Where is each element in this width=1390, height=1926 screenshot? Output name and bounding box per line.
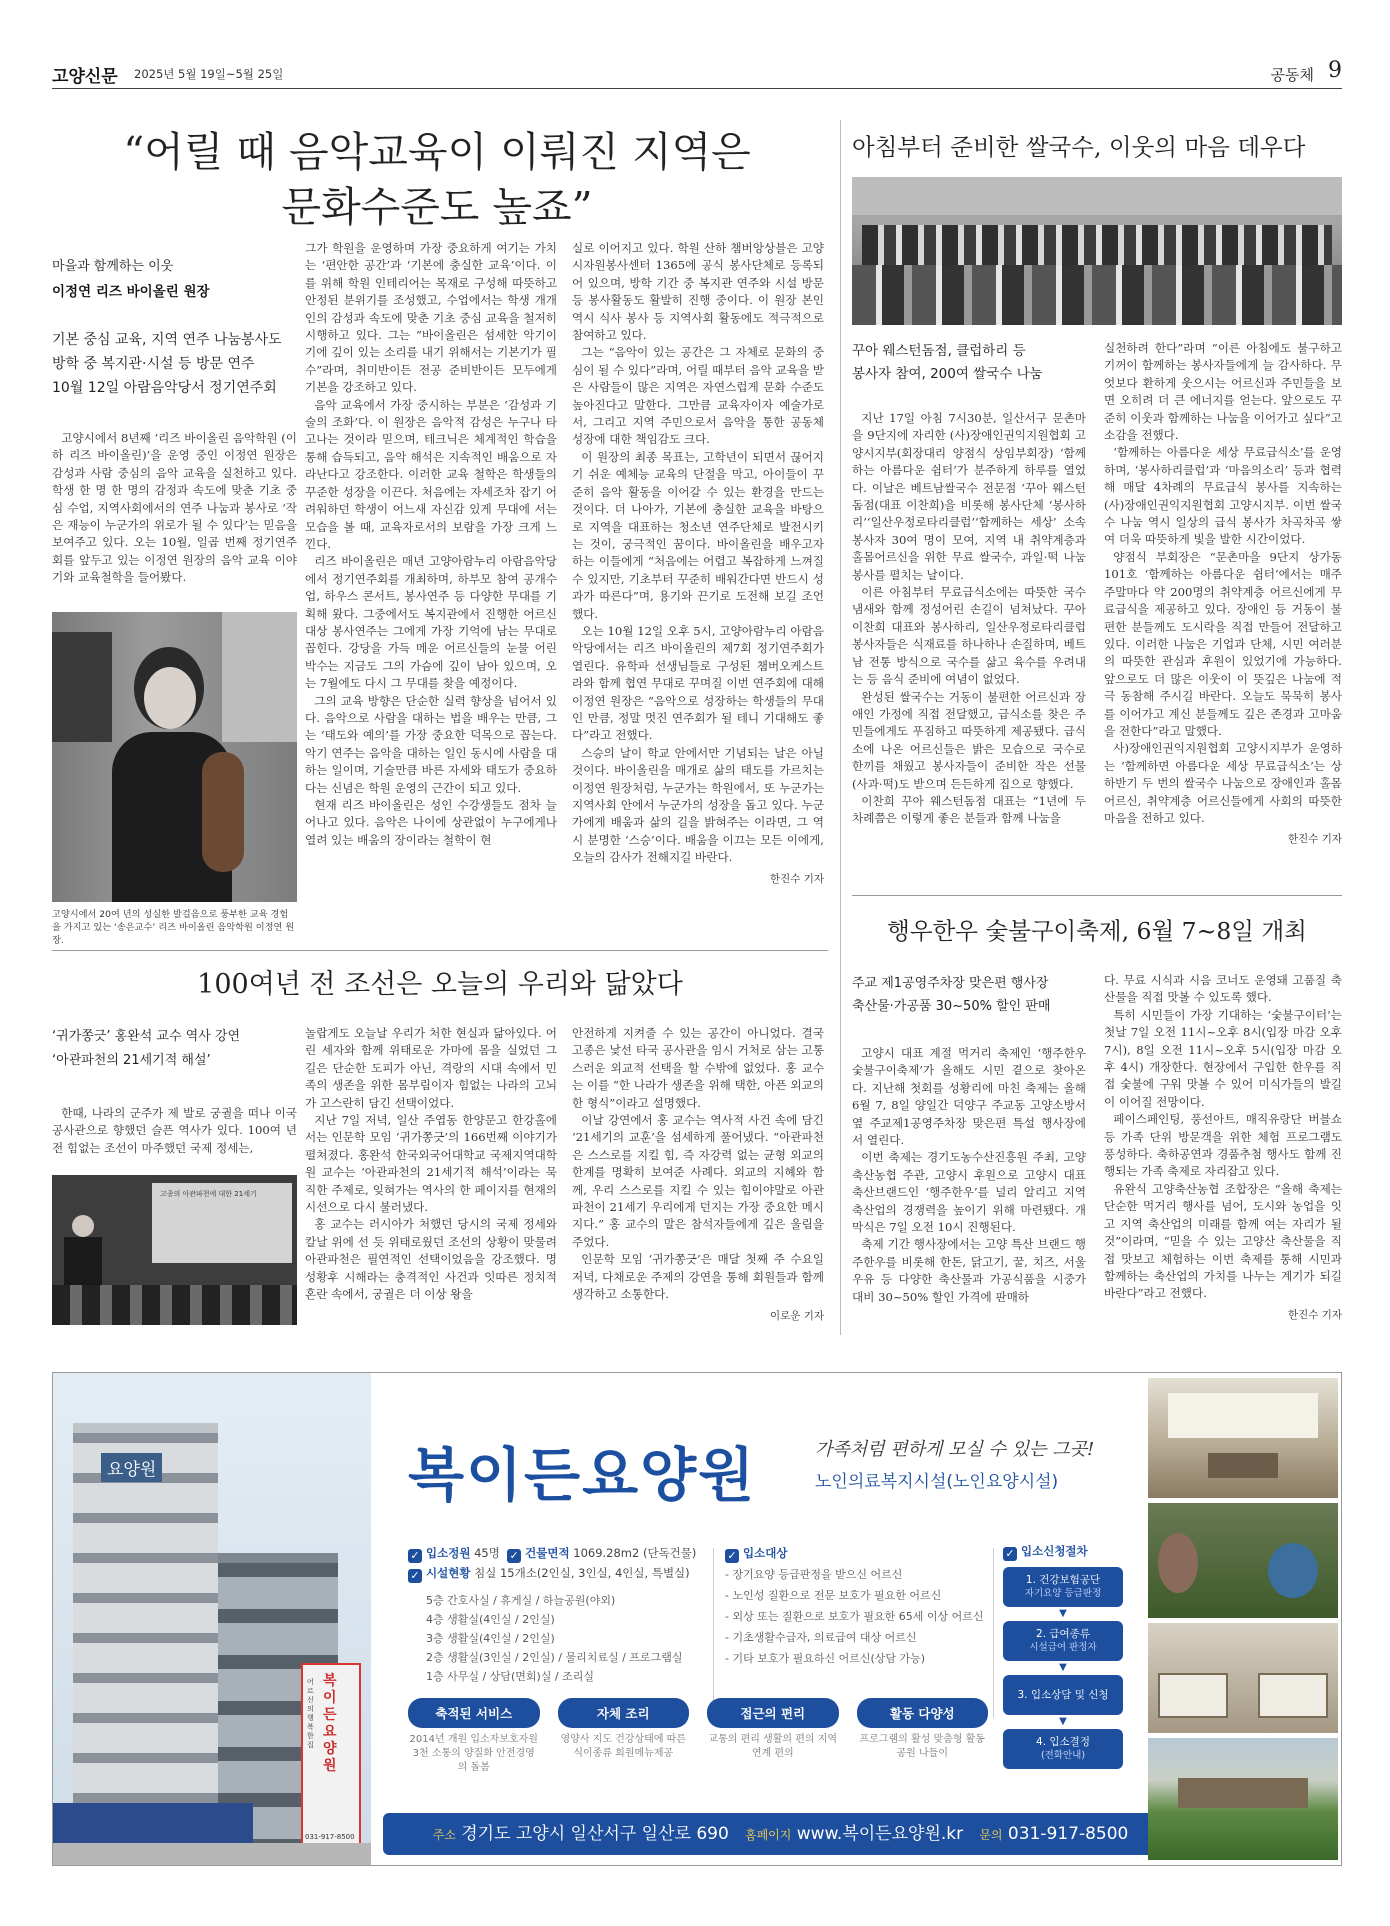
subhead-2: ‘아관파천의 21세기적 해설’ [52, 1053, 211, 1068]
paragraph: 지난 7일 저녁, 일산 주엽동 한양문고 한강홀에서는 인문학 모임 ‘귀가쫑긋’의 166번째 이야기가 펼쳐졌다. 홍완석 한국외국어대학교 국제지역대학원 교수는 ‘아관파천의 21세기적 해석’이라는 묵직한 주제로, 잊혀가는 역사의 한 페이지를 현재의 시선으로 다시 불러냈다. [305, 1113, 557, 1215]
subhead-1: 꾸아 웨스턴돔점, 클럽하리 등 [852, 343, 1026, 359]
homepage-link[interactable]: www.복이든요양원.kr [796, 1824, 964, 1844]
check-icon: ✓ [507, 1549, 521, 1563]
feature-item [558, 1698, 690, 1775]
paragraph: 실천하려 한다”라며 “이른 아침에도 불구하고 기꺼이 함께하는 봉사자들에게 늘 감사하다. 무엇보다 환하게 웃으시는 어르신과 주민들을 보면 오히려 더 큰 에너지를 얻는다. 앞으로도 꾸준히 이웃과 함께하는 나눔을 이어가고 싶다”고 소감을 전했다. [1104, 341, 1342, 443]
article-hanwoo-title: 행우한우 숯불구이축제, 6월 7~8일 개최 [887, 917, 1307, 945]
ad-slogan: 가족처럼 편하게 모실 수 있는 그곳! [815, 1439, 1095, 1460]
subhead-3: 10월 12일 아람음악당서 정기연주회 [52, 380, 277, 396]
paragraph: 이른 아침부터 무료급식소에는 따뜻한 국수 냄새와 함께 정성어린 손길이 넘쳐났다. 꾸아 이찬희 대표와 봉사하리, 일산우정로타리클럽 봉사자들은 식재료를 하나하나 손질하며, 베트남 전통 방식으로 국수를 삶고 육수를 우려내는 등 음식 준비에 여념이 없었다. [852, 585, 1086, 687]
hanwoo-column-2 [1104, 972, 1342, 1322]
violinist-photo [52, 612, 297, 902]
history-column-1 [52, 1105, 297, 1157]
phone-number[interactable]: 031-917-8500 [1007, 1824, 1129, 1844]
building-photo [53, 1373, 371, 1865]
subhead-1: ‘귀가쫑긋’ 홍완석 교수 역사 강연 [52, 1029, 241, 1044]
byline: 한진수 기자 [769, 872, 824, 885]
history-column-2 [305, 1025, 557, 1304]
check-icon: ✓ [408, 1569, 422, 1583]
check-icon: ✓ [408, 1549, 422, 1563]
article-noodle-title: 아침부터 준비한 쌀국수, 이웃의 마음 데우다 [852, 133, 1306, 161]
feature-desc: 교통의 편리 생활의 편의 지역연계 편의 [708, 1734, 838, 1759]
target-item: - 기초생활수급자, 의료급여 대상 어르신 [725, 1631, 917, 1644]
ad-procedure-block [1003, 1543, 1123, 1769]
feature-desc: 2014년 개원 입소자보호자원 3천 소통의 양질화 안전경영의 돌봄 [409, 1734, 538, 1773]
music-lead [52, 430, 297, 587]
facility-label: 시설현황 [426, 1566, 471, 1580]
history-column-3 [572, 1025, 824, 1323]
article-history-title: 100여년 전 조선은 오늘의 우리와 닮았다 [197, 969, 683, 1000]
chevron-down-icon: ▼ [1059, 1716, 1067, 1727]
paragraph: 양점식 부회장은 “문촌마을 9단지 상가동 101호 ‘함께하는 아름다운 쉼터’에서는 매주 주말마다 약 200명의 취약계층 어르신에게 무료급식을 제공하고 있다. 장애인 등 거동이 불편한 분들께도 도시락을 직접 만들어 전달하고 있다. 이러한 나눔은 기업과 단체, 시민 여러분의 따뜻한 관심과 후원이 있었기에 가능하다. 앞으로도 더 많은 이웃이 이 뜻깊은 나눔에 적극 동참해 주시길 바란다. 오늘도 묵묵히 봉사를 이어가고 계신 분들께도 깊은 존경과 고마움을 전한다”라고 말했다. [1104, 549, 1342, 738]
paragraph: 그가 학원을 운영하며 가장 중요하게 여기는 가치는 ‘편안한 공간’과 ‘기본에 충실한 교육’이다. 이를 위해 학원 인테리어는 목재로 구성해 따뜻하고 안정된 분위기를 조성했고, 수업에서는 학생 개개인의 감성과 속도에 맞춘 기초 중심 교육을 철저히 시행하고 있다. 그는 “바이올린은 섬세한 악기이기에 깊이 있는 소리를 내기 위해서는 기본기가 필수”라며, 취미반이든 전공 준비반이든 모두에게 기본을 강조하고 있다. [305, 241, 557, 395]
paragraph: 이번 축제는 경기도농수산진흥원 주최, 고양축산농협 주관, 고양시 후원으로 고양시 대표 축산브랜드인 ‘행주한우’를 널리 알리고 지역 축산업의 경쟁력을 높이기 위해 마련됐다. 개막식은 7일 오전 10시 진행된다. [852, 1150, 1086, 1235]
paragraph: ‘함께하는 아름다운 세상 무료급식소’를 운영하며, ‘봉사하리클럽’과 ‘마음의소리’ 등과 협력해 매달 4차례의 무료급식 봉사를 지속하는 (사)장애인권익지원협회 고양시지부. 이번 쌀국수 나눔 역시 일상의 급식 봉사가 차곡차곡 쌓여 더욱 따뜻하게 빛을 발한 시간이었다. [1104, 445, 1342, 547]
paragraph: 다. 무료 시식과 시음 코너도 운영돼 고품질 축산물을 직접 맛볼 수 있도록 했다. [1104, 973, 1342, 1005]
paragraph: 이찬희 꾸아 웨스턴돔점 대표는 “1년에 두 차례쯤은 이렇게 좋은 분들과 함께 나눔을 [852, 793, 1086, 826]
history-subheads [52, 1025, 297, 1073]
feature-item [408, 1698, 540, 1775]
floor-item: 5층 간호사실 / 휴게실 / 하늘공원(야외) [426, 1594, 616, 1607]
article-music-title [52, 125, 822, 235]
interior-photo-garden [1148, 1503, 1338, 1618]
subhead-2: 축산물·가공품 30~50% 할인 판매 [852, 999, 1051, 1014]
paragraph: 그의 교육 방향은 단순한 실력 향상을 넘어서 있다. 음악으로 사람을 대하는 법을 배우는 만큼, 그는 ‘태도와 예의’를 가장 중요한 덕목으로 꼽는다. 악기 연주는 음악을 대하는 일인 동시에 사람을 대하는 일이며, 기술만큼 바른 자세와 태도가 중요하다는 신념은 학원 운영의 근간이 되고 있다. [305, 693, 557, 795]
paragraph: 축제 기간 행사장에서는 고양 특산 브랜드 행주한우를 비롯해 한돈, 닭고기, 꿀, 치즈, 서울우유 등 다양한 축산물과 가공식품을 시중가 대비 30~50% 할인 가격에 판매하 [852, 1237, 1086, 1304]
ad-title: 복이든요양원 [408, 1441, 757, 1509]
music-column-3 [572, 240, 824, 886]
paragraph: 사)장애인권익지원협회 고양시지부가 운영하는 ‘함께하면 아름다운 세상 무료급식소’는 상하반기 두 번의 쌀국수 나눔으로 장애인과 홀몸어르신, 취약계층 어르신들에게 사회의 따뜻한 마음을 전하고 있다. [1104, 741, 1342, 825]
ad-contact-bar [383, 1813, 1178, 1855]
paragraph: 현재 리즈 바이올린은 성인 수강생들도 점차 늘어나고 있다. 음악은 나이에 상관없이 누구에게나 열려 있는 배움의 장이라는 철학이 현 [305, 798, 557, 847]
interior-photo-bedroom [1148, 1623, 1338, 1733]
address-label: 주소 [432, 1828, 456, 1842]
feature-title: 접근의 편리 [707, 1698, 839, 1728]
paragraph: 홍 교수는 러시아가 처했던 당시의 국제 정세와 칼날 위에 선 듯 위태로웠던 조선의 상황이 맞물려 아관파천은 필연적인 선택이었음을 강조했다. 명성황후 시해라는 충격적인 사건과 잇따른 정치적 혼란 속에서, 궁궐은 더 이상 왕을 [305, 1217, 557, 1302]
paragraph: 그는 “음악이 있는 공간은 그 자체로 문화의 중심이 될 수 있다”라며, 어릴 때부터 음악 교육을 받은 사람들이 많은 지역은 자연스럽게 문화 수준도 높아진다고 말한다. 그만큼 교육자이자 예술가로서, 그리고 지역 주민으로서 음악을 통한 공동체 성장에 대한 책임감도 크다. [572, 345, 824, 447]
headline-line-2: 문화수준도 높죠” [281, 183, 593, 231]
procedure-step: 1. 건강보험공단 자기요양 등급판정 [1003, 1567, 1123, 1607]
noodle-column-2 [1104, 340, 1342, 846]
building-sign-top: 요양원 [101, 1453, 162, 1482]
headline-line-1: “어릴 때 음악교육이 이뤄진 지역은 [123, 128, 751, 176]
interior-photo-lounge [1148, 1378, 1338, 1498]
floor-item: 2층 생활실(3인실 / 2인실) / 물리치료실 / 프로그램실 [426, 1651, 683, 1664]
slide-text: 고종의 아관파천에 대한 21세기 [160, 1190, 257, 1198]
page-number: 9 [1328, 58, 1342, 83]
feature-title: 자체 조리 [558, 1698, 690, 1728]
target-label: 입소대상 [743, 1546, 788, 1560]
photo-caption: 고양시에서 20여 년의 성실한 발걸음으로 풍부한 교육 경험을 가지고 있는 ‘송은교수’ 리즈 바이올린 음악학원 이정연 원장. [52, 909, 295, 946]
area-value: 1069.28m2 (단독건물) [573, 1546, 697, 1560]
capacity-value: 45명 [474, 1546, 500, 1560]
paragraph: 음악 교육에서 가장 중시하는 부분은 ‘감성과 기술의 조화’다. 이 원장은 음악적 감성은 누구나 타고나는 것이라 믿으며, 테크닉은 체계적인 학습을 통해 습득되고, 음악 해석은 지속적인 배움으로 자라난다고 강조한다. 이러한 교육 철학은 학생들의 꾸준한 성장을 이끈다. 처음에는 자세조차 잡기 어려워하던 학생이 어느새 자신감 있게 무대에 서는 모습을 볼 때, 교육자로서의 보람을 가장 크게 느낀다. [305, 397, 557, 551]
target-item: - 외상 또는 질환으로 보호가 필요한 65세 이상 어르신 [725, 1610, 984, 1623]
paper-name: 고양신문 [52, 67, 118, 87]
floor-item: 1층 사무실 / 상담(면회)실 / 조리실 [426, 1670, 594, 1683]
chevron-down-icon: ▼ [1059, 1662, 1067, 1673]
byline: 한진수 기자 [1287, 833, 1342, 846]
lead-paragraph: 고양시에서 8년째 ‘리즈 바이올린 음악학원 (이하 리즈 바이올린)’을 운영 중인 이정연 원장은 감성과 사람 중심의 음악 교육을 실천하고 있다. 학생 한 명 한 명의 감정과 속도에 맞춘 기초 중심 수업, 지역사회에서의 연주 나눔과 봉사로 ‘작은 재능이 누군가의 위로가 될 수 있다’는 믿음을 보여주고 있다. 오는 10월, 일곱 번째 정기연주회를 앞두고 있는 이정연 원장의 음악 교육 이야기와 교육철학을 들어봤다. [52, 431, 297, 585]
building-sign-vertical: 복이든요양원 [323, 1673, 337, 1774]
address: 경기도 고양시 일산서구 일산로 690 [461, 1824, 729, 1844]
paragraph: 특히 시민들이 가장 기대하는 ‘숯불구이터’는 첫날 7일 오전 11시~오후 8시(입장 마감 오후 7시), 8일 오전 11시~오후 5시(입장 마감 오후 4시) 개장한다. 현장에서 구입한 한우를 직접 숯불에 구워 맛볼 수 있어 미식가들의 발길이 이어질 전망이다. [1104, 1007, 1342, 1109]
noodle-subheads [852, 340, 1097, 386]
paragraph: 오는 10월 12일 오후 5시, 고양아람누리 아람음악당에서는 리즈 바이올린의 제7회 정기연주회가 열린다. 유학파 선생님들로 구성된 챔버오케스트라와 함께 협연 무대로 꾸며질 이번 연주회에 대해 이정연 원장은 “음악으로 성장하는 학생들의 무대인 만큼, 정말 멋진 연주회가 될 테니 기대해도 좋다”라고 전했다. [572, 623, 824, 743]
ad-target-block [725, 1543, 995, 1669]
capacity-label: 입소정원 [426, 1546, 471, 1560]
ad-facility-type: 노인의료복지시설(노인요양시설) [815, 1472, 1059, 1492]
procedure-step: 3. 입소상담 및 신청 [1003, 1675, 1123, 1715]
feature-item [707, 1698, 839, 1775]
building-sign-slogan: 어르신의 행복한 집 [307, 1678, 314, 1749]
procedure-label: 입소신청절차 [1021, 1544, 1088, 1558]
music-subheads [52, 328, 297, 400]
noodle-column-1 [852, 410, 1086, 828]
check-icon: ✓ [1003, 1547, 1017, 1561]
subhead-1: 주교 제1공영주차장 맞은편 행사장 [852, 976, 1049, 991]
chevron-down-icon: ▼ [1059, 1608, 1067, 1619]
music-kicker-block [52, 255, 292, 300]
paragraph: 스승의 날이 학교 안에서만 기념되는 날은 아닐 것이다. 바이올린을 매개로 삶의 태도를 가르치는 이정연 원장처럼, 누군가는 학원에서, 또 누군가는 지역사회 안에서 누군가의 성장을 돕고 있다. 누군가에게 배움과 삶의 길을 밝혀주는 이라면, 그 역시 분명한 ‘스승’이다. 배움을 이끄는 모든 이에게, 오늘의 감사가 전해지길 바란다. [572, 745, 824, 865]
paragraph: 한때, 나라의 군주가 제 발로 궁궐을 떠나 이국 공사관으로 향했던 슬픈 역사가 있다. 100여 년 전 힘없는 조선이 마주했던 국제 정세는, [52, 1106, 297, 1155]
subhead-2: 방학 중 복지관·시설 등 방문 연주 [52, 356, 255, 372]
paragraph: 지난 17일 아침 7시30분, 일산서구 문촌마을 9단지에 자리한 (사)장애인권익지원협회 고양시지부(회장대리 양점식 상임부회장) ‘함께하는 아름다운 쉼터’가 분주하게 하루를 열었다. 이날은 베트남쌀국수 전문점 ‘꾸아 웨스턴돔점(대표 이찬희)을 비롯해 봉사단체 ‘봉사하리’‘일산우정로타리클럽’‘함께하는 세상’ 소속 봉사자 30여 명이 모여, 지역 내 취약계층과 홀몸어르신을 위한 무료 쌀국수, 과일·떡 나눔 봉사를 펼치는 날이다. [852, 411, 1086, 582]
interviewee-name: 이정연 리즈 바이올린 원장 [52, 284, 210, 300]
paragraph: 완성된 쌀국수는 거동이 불편한 어르신과 장애인 가정에 직접 전달했고, 급식소를 찾은 주민들에게도 푸짐하고 따뜻하게 제공됐다. 급식소에 나온 어르신들은 밝은 모습으로 국수로 한끼를 채웠고 봉사자들이 준비한 작은 선물(사과·떡)도 받으며 든든하게 집으로 향했다. [852, 689, 1086, 791]
check-icon: ✓ [725, 1549, 739, 1563]
subhead-2: 봉사자 참여, 200여 쌀국수 나눔 [852, 366, 1043, 382]
floor-item: 4층 생활실(4인실 / 2인실) [426, 1613, 555, 1626]
target-item: - 장기요양 등급판정을 받으신 어르신 [725, 1568, 903, 1581]
paragraph: 고양시 대표 계절 먹거리 축제인 ‘행주한우 숯불구이축제’가 올해도 시민 곁으로 찾아온다. 지난해 첫회를 성황리에 마친 축제는 올해 6월 7, 8일 양일간 덕양구 주교동 고양소방서 옆 주교제1공영주차장 맞은편 특설 행사장에서 열린다. [852, 1046, 1086, 1148]
volunteers-group-photo [852, 177, 1342, 325]
page-header [52, 58, 1342, 88]
paragraph: 놀랍게도 오늘날 우리가 처한 현실과 닮아있다. 어린 세자와 함께 위태로운 가마에 몸을 실었던 그 길은 단순한 도피가 아닌, 격랑의 시대 속에서 민족의 생존을 위한 몸부림이자 힘없는 나라의 고뇌가 고스란히 담긴 선택이었다. [305, 1026, 557, 1110]
issue-date: 2025년 5월 19일~5월 25일 [134, 67, 284, 81]
area-label: 건물면적 [525, 1546, 570, 1560]
subhead-1: 기본 중심 교육, 지역 연주 나눔봉사도 [52, 332, 282, 348]
homepage-label: 홈페이지 [745, 1828, 792, 1842]
floor-item: 3층 생활실(4인실 / 2인실) [426, 1632, 555, 1645]
feature-title: 축적된 서비스 [408, 1698, 540, 1728]
target-item: - 기타 보호가 필요하신 어르신(상담 가능) [725, 1652, 926, 1665]
phone-label: 문의 [979, 1828, 1003, 1842]
lecture-photo [52, 1175, 297, 1325]
kicker: 마을과 함께하는 이웃 [52, 259, 174, 274]
target-item: - 노인성 질환으로 전문 보호가 필요한 어르신 [725, 1589, 942, 1602]
music-column-2 [305, 240, 557, 849]
ad-capacity-block [408, 1543, 728, 1686]
byline: 이로운 기자 [769, 1309, 824, 1322]
feature-title: 활동 다양성 [857, 1698, 989, 1728]
paragraph: 리즈 바이올린은 매년 고양아람누리 아람음악당에서 정기연주회를 개최하며, 하부모 참여 공개수업, 하우스 콘서트, 봉사연주 등 다양한 무대를 기획해 왔다. 그중에서도 복지관에서 진행한 어르신 대상 봉사연주는 그에게 가장 기억에 남는 무대로 꼽힌다. 강당을 가득 메운 어르신들의 눈물 어린 박수는 지금도 그의 가슴에 깊이 남아 있으며, 오는 7월에도 다시 그 무대를 찾을 예정이다. [305, 554, 557, 691]
section-name: 공동체 [1270, 66, 1314, 84]
paragraph: 페이스페인팅, 풍선아트, 매직유랑단 버블쇼 등 가족 단위 방문객을 위한 체험 프로그램도 풍성하다. 축하공연과 경품추첨 행사도 함께 진행되는 가족 축제로 자리잡고 있다. [1104, 1112, 1342, 1179]
building-sign-phone: 031-917-8500 [305, 1833, 355, 1841]
paragraph: 이날 강연에서 홍 교수는 역사적 사건 속에 담긴 ‘21세기의 교훈’을 섬세하게 풀어냈다. “아관파천은 스스로를 지킬 힘, 즉 자강력 없는 균형 외교의 한계를 명확히 보여준 사례다. 외교의 지혜와 함께, 우리 스스로를 지킬 수 있는 힘이야말로 아관파천이 21세기 우리에게 던지는 가장 중요한 메시지다.” 홍 교수의 말은 참석자들에게 깊은 울림을 주었다. [572, 1113, 824, 1249]
feature-desc: 프로그램의 활성 맞춤형 활동 공원 나들이 [859, 1734, 985, 1759]
procedure-step: 4. 입소결정 (전화안내) [1003, 1729, 1123, 1769]
paragraph: 실로 이어지고 있다. 학원 산하 챔버앙상블은 고양시자원봉사센터 1365에 공식 봉사단체로 등록되어 있으며, 방학 기간 중 복지관 연주와 시설 방문 등 봉사활동도 활발히 진행 중이다. 이 원장 본인 역시 식사 봉사 등 지역사회 활동에도 적극적으로 참여하고 있다. [572, 241, 824, 343]
paragraph: 유완식 고양축산농협 조합장은 “올해 축제는 단순한 먹거리 행사를 넘어, 도시와 농업을 잇고 지역 축산업의 미래를 함께 여는 자리가 될 것”이라며, “믿을 수 있는 고양산 축산물을 직접 맛보고 체험하는 이번 축제를 통해 시민과 함께하는 축산업의 가치를 나누는 계기가 되길 바란다”라고 전했다. [1104, 1181, 1342, 1301]
procedure-step: 2. 급여종류 시설급여 판정자 [1003, 1621, 1123, 1661]
facility-value: 침실 15개소(2인실, 3인실, 4인실, 특별실) [474, 1566, 690, 1580]
feature-item [857, 1698, 989, 1775]
hanwoo-column-1 [852, 1045, 1086, 1306]
hanwoo-subheads [852, 972, 1097, 1018]
ad-nursing-home [52, 1372, 1342, 1866]
paragraph: 인문학 모임 ‘귀가쫑긋’은 매달 첫째 주 수요일 저녁, 다채로운 주제의 강연을 통해 회원들과 함께 생각하고 소통한다. [572, 1252, 824, 1302]
feature-desc: 영양사 지도 건강상태에 따른 식이종류 회원메뉴제공 [560, 1734, 686, 1759]
byline: 한진수 기자 [1287, 1308, 1342, 1321]
paragraph: 이 원장의 최종 목표는, 고학년이 되면서 끊어지기 쉬운 예체능 교육의 단절을 막고, 아이들이 꾸준히 음악 활동을 이어갈 수 있는 환경을 만드는 것이다. 더 나아가, 기본에 충실한 교육을 바탕으로 지역을 대표하는 청소년 연주단체로 발전시키는 것이, 궁극적인 꿈이다. 바이올린을 배우고자 하는 이들에게 “처음에는 어렵고 복잡하게 느껴질 수 있지만, 기초부터 꾸준히 배워간다면 반드시 성과가 따른다”며, 용기와 끈기로 도전해 보길 조언했다. [572, 449, 824, 621]
paragraph: 안전하게 지켜줄 수 있는 공간이 아니었다. 결국 고종은 낯선 타국 공사관을 임시 거처로 삼는 고통스러운 외교적 선택을 할 수밖에 없었다. 홍 교수는 이를 “한 나라가 생존을 위해 택한, 아픈 외교의 한 형식”이라고 설명했다. [572, 1026, 824, 1110]
interior-photo-rooftop [1148, 1738, 1338, 1860]
ad-features [408, 1698, 988, 1775]
